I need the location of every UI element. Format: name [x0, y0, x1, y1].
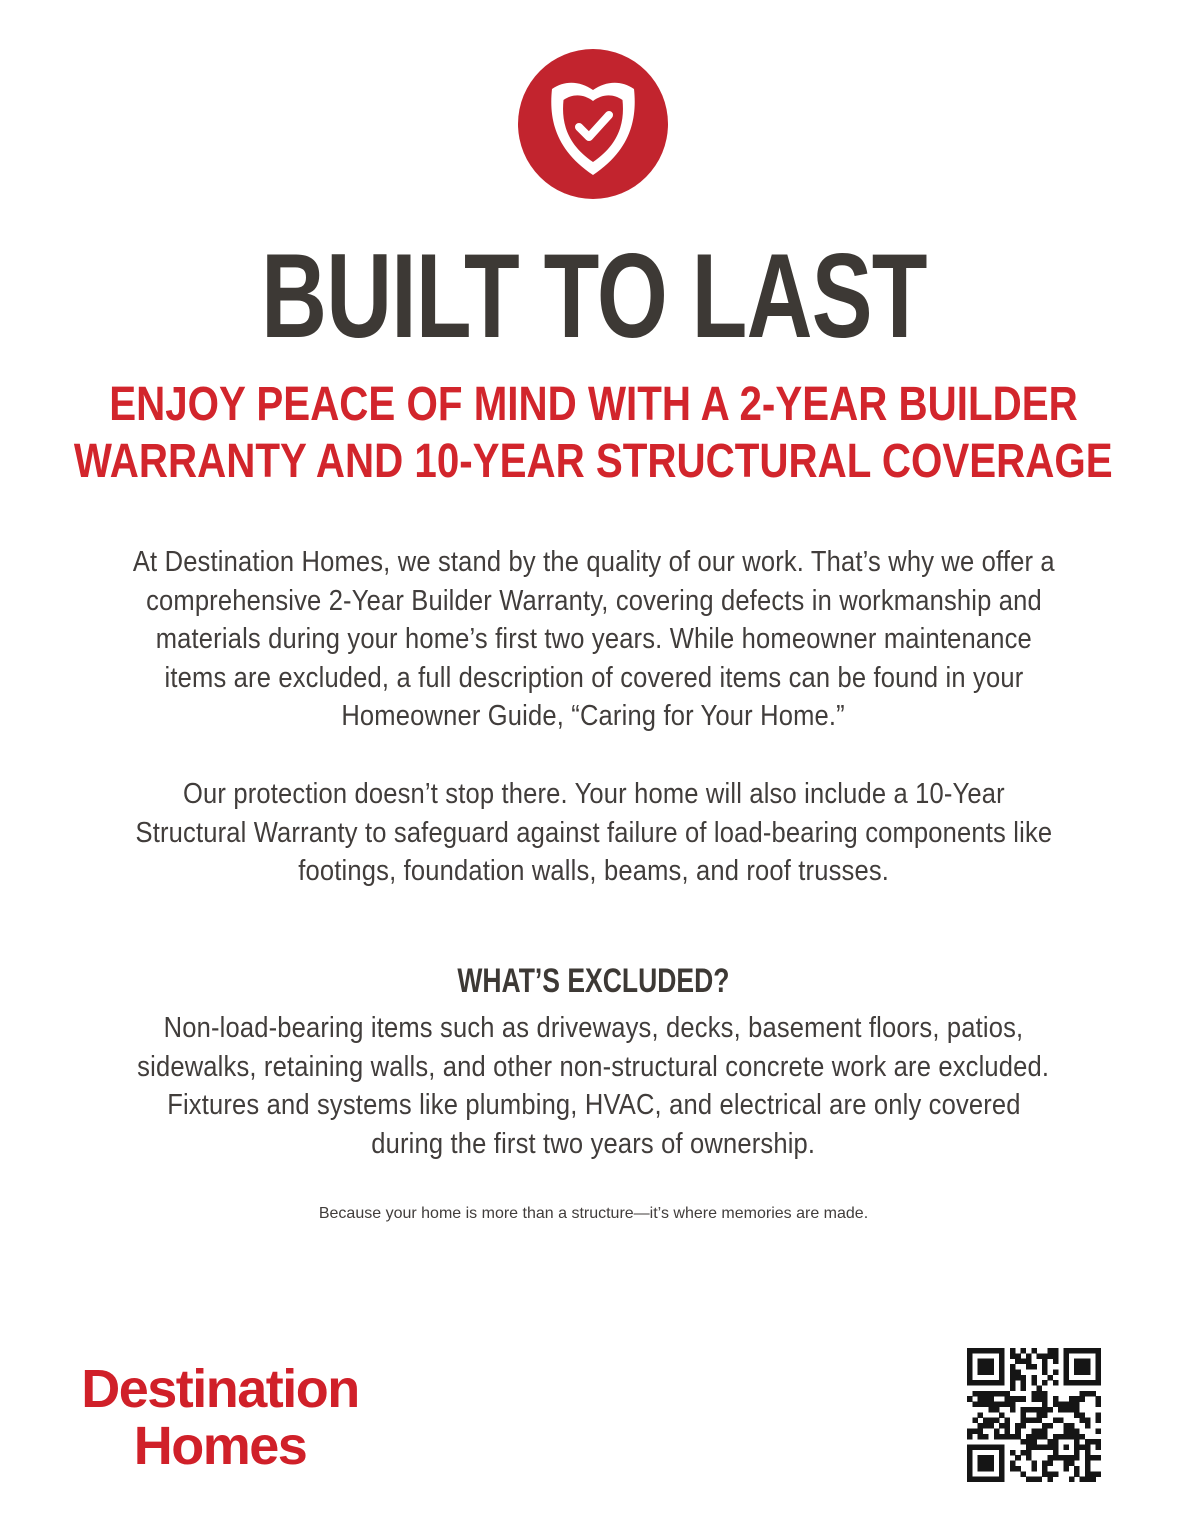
text-line: sidewalks, retaining walls, and other non-structural concrete work are excluded. — [137, 1050, 1050, 1083]
closing-line — [0, 1205, 1187, 1223]
shield-check-icon — [518, 49, 668, 199]
excluded-heading-text: WHAT’S EXCLUDED? — [457, 962, 730, 1000]
text-line: At Destination Homes, we stand by the quality of our work. That’s why we offer a — [132, 546, 1055, 578]
paragraph-exclusions — [0, 1009, 1187, 1163]
subtitle-line: ENJOY PEACE OF MIND WITH A 2-YEAR BUILDER — [109, 378, 1078, 431]
text-line: Our protection doesn’t stop there. Your home will also include a 10-Year — [182, 778, 1005, 810]
text-line: items are excluded, a full description of covered items can be found in your — [164, 661, 1023, 694]
paragraph-builder-warranty — [0, 543, 1187, 736]
qr-code — [967, 1348, 1101, 1482]
page-title — [0, 229, 1187, 363]
closing-line-text: Because your home is more than a structure—it’s where memories are made. — [318, 1205, 869, 1222]
subtitle-line: WARRANTY AND 10-YEAR STRUCTURAL COVERAGE — [74, 435, 1113, 488]
text-line: Homeowner Guide, “Caring for Your Home.” — [341, 700, 846, 732]
text-line: Non-load-bearing items such as driveways, decks, basement floors, patios, — [163, 1012, 1024, 1044]
logo-line-2: Homes — [133, 1416, 307, 1476]
text-line: Fixtures and systems like plumbing, HVAC, and electrical are only covered — [166, 1089, 1021, 1121]
excluded-heading — [0, 961, 1187, 1001]
text-line: comprehensive 2-Year Builder Warranty, covering defects in workmanship and — [145, 584, 1042, 617]
text-line: during the first two years of ownership. — [371, 1127, 816, 1160]
text-line: materials during your home’s first two years. While homeowner maintenance — [155, 623, 1032, 655]
page-title-text: BUILT TO LAST — [260, 229, 927, 363]
brand-logo — [75, 1361, 365, 1475]
qr-code-image — [967, 1348, 1101, 1482]
shield-badge — [518, 49, 668, 199]
text-line: footings, foundation walls, beams, and roof trusses. — [298, 855, 889, 887]
paragraph-structural-warranty — [0, 775, 1187, 891]
text-line: Structural Warranty to safeguard against failure of load-bearing components like — [135, 816, 1052, 849]
subtitle — [0, 376, 1187, 490]
logo-line-1: Destination — [81, 1359, 359, 1419]
